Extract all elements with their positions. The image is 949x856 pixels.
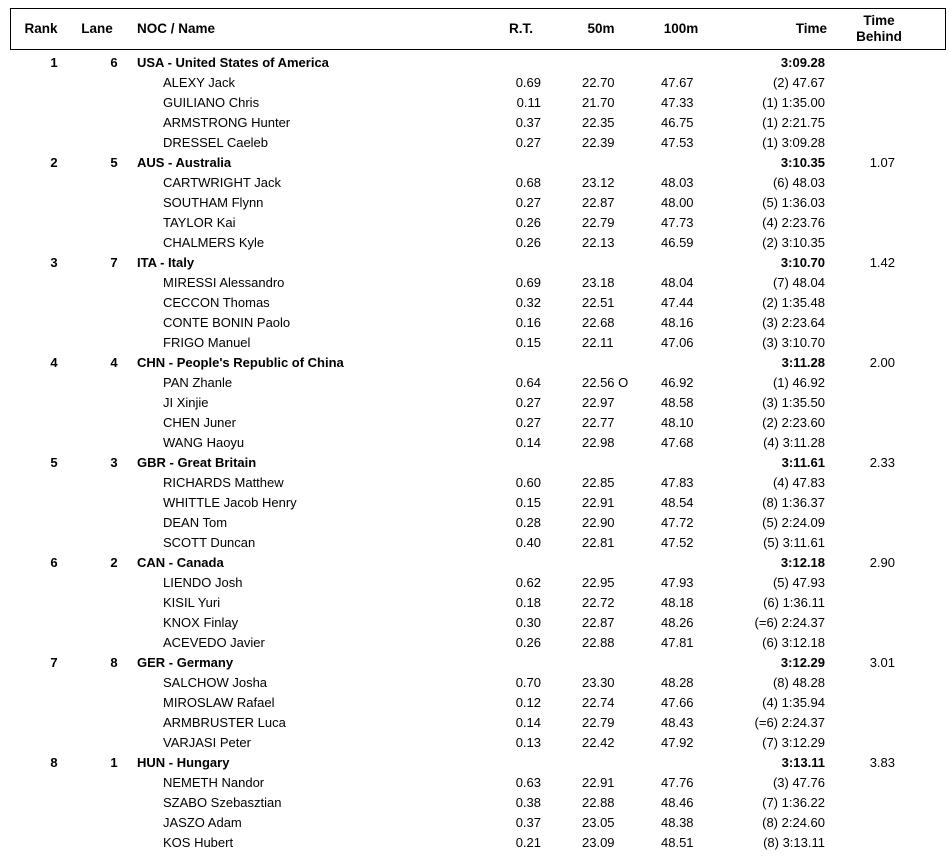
swimmer-name: ARMSTRONG Hunter	[163, 115, 291, 130]
swimmer-reaction-time: 0.26	[515, 235, 541, 250]
swimmer-row	[0, 213, 949, 233]
swimmer-reaction-time: 0.11	[516, 95, 541, 110]
swimmer-split-50m: 22.87	[582, 615, 615, 630]
swimmer-split-100m: 48.18	[661, 595, 694, 610]
swimmer-reaction-time: 0.15	[515, 495, 541, 510]
swimmer-name: SALCHOW Josha	[163, 675, 268, 690]
swimmer-split-100m: 47.72	[661, 515, 694, 530]
team-row	[0, 753, 949, 773]
swimmer-split-50m: 22.68	[582, 315, 615, 330]
team-time-behind: 3.83	[869, 755, 895, 770]
swimmer-cumulative-time: (7) 3:12.29	[762, 735, 825, 750]
swimmer-reaction-time: 0.60	[515, 475, 541, 490]
swimmer-name: PAN Zhanle	[163, 375, 233, 390]
swimmer-name: SOUTHAM Flynn	[163, 195, 264, 210]
swimmer-row	[0, 713, 949, 733]
team-noc-name: ITA - Italy	[137, 255, 195, 270]
swimmer-split-100m: 47.53	[661, 135, 694, 150]
team-row	[0, 553, 949, 573]
swimmer-split-50m: 22.88	[582, 635, 615, 650]
swimmer-split-100m: 48.58	[661, 395, 694, 410]
swimmer-row	[0, 493, 949, 513]
swimmer-split-50m: 23.09	[582, 835, 615, 850]
swimmer-cumulative-time: (8) 2:24.60	[762, 815, 825, 830]
team-noc-name: CAN - Canada	[137, 555, 224, 570]
swimmer-name: CONTE BONIN Paolo	[163, 315, 291, 330]
swimmer-name: MIROSLAW Rafael	[163, 695, 275, 710]
swimmer-row	[0, 733, 949, 753]
swimmer-name: CECCON Thomas	[163, 295, 270, 310]
team-lane: 5	[110, 155, 118, 170]
swimmer-split-50m: 22.72	[582, 595, 615, 610]
swimmer-name: DRESSEL Caeleb	[163, 135, 269, 150]
swimmer-cumulative-time: (2) 2:23.60	[762, 415, 825, 430]
swimmer-split-50m: 22.85	[582, 475, 615, 490]
swimmer-cumulative-time: (5) 3:11.61	[763, 535, 825, 550]
swimmer-split-100m: 46.92	[661, 375, 694, 390]
swimmer-split-50m: 22.81	[582, 535, 615, 550]
swimmer-row	[0, 293, 949, 313]
header-time-behind	[839, 13, 919, 45]
swimmer-row	[0, 273, 949, 293]
swimmer-row	[0, 833, 949, 853]
swimmer-cumulative-time: (1) 46.92	[772, 375, 825, 390]
swimmer-name: JI Xinjie	[163, 395, 209, 410]
header-noc-name: NOC / Name	[137, 21, 216, 36]
swimmer-cumulative-time: (8) 48.28	[772, 675, 825, 690]
swimmer-reaction-time: 0.18	[515, 595, 541, 610]
swimmer-reaction-time: 0.27	[515, 415, 541, 430]
team-time-behind: 1.07	[869, 155, 895, 170]
swimmer-split-50m: 22.74	[582, 695, 615, 710]
swimmer-reaction-time: 0.15	[515, 335, 541, 350]
team-lane: 2	[110, 555, 118, 570]
header-lane: Lane	[81, 21, 113, 36]
team-lane: 6	[110, 55, 118, 70]
swimmer-name: CARTWRIGHT Jack	[163, 175, 281, 190]
swimmer-cumulative-time: (=6) 2:24.37	[754, 715, 825, 730]
swimmer-split-100m: 48.54	[661, 495, 694, 510]
swimmer-row	[0, 813, 949, 833]
swimmer-name: TAYLOR Kai	[163, 215, 236, 230]
swimmer-split-50m: 22.79	[582, 215, 615, 230]
swimmer-cumulative-time: (6) 3:12.18	[762, 635, 825, 650]
team-rank: 3	[50, 255, 58, 270]
header-100m: 100m	[663, 21, 699, 36]
swimmer-row	[0, 613, 949, 633]
team-time: 3:13.11	[781, 755, 825, 770]
swimmer-reaction-time: 0.37	[515, 115, 541, 130]
swimmer-name: SZABO Szebasztian	[163, 795, 282, 810]
swimmer-split-100m: 46.75	[661, 115, 694, 130]
swimmer-split-50m: 22.39	[582, 135, 615, 150]
swimmer-row	[0, 533, 949, 553]
swimmer-split-50m: 22.35	[582, 115, 615, 130]
swimmer-reaction-time: 0.32	[515, 295, 541, 310]
swimmer-split-100m: 48.46	[661, 795, 694, 810]
swimmer-cumulative-time: (6) 48.03	[772, 175, 825, 190]
swimmer-split-50m: 22.56 O	[582, 375, 629, 390]
swimmer-cumulative-time: (4) 2:23.76	[762, 215, 825, 230]
swimmer-reaction-time: 0.64	[515, 375, 541, 390]
swimmer-reaction-time: 0.14	[515, 435, 541, 450]
swimmer-cumulative-time: (3) 3:10.70	[762, 335, 825, 350]
team-time: 3:09.28	[780, 55, 825, 70]
swimmer-reaction-time: 0.69	[515, 275, 541, 290]
swimmer-row	[0, 133, 949, 153]
team-rank: 1	[50, 55, 58, 70]
results-table-body	[0, 53, 949, 853]
swimmer-row	[0, 633, 949, 653]
team-time-behind: 2.33	[869, 455, 895, 470]
team-row	[0, 153, 949, 173]
swimmer-name: MIRESSI Alessandro	[163, 275, 285, 290]
swimmer-split-100m: 47.76	[661, 775, 694, 790]
swimmer-row	[0, 473, 949, 493]
swimmer-reaction-time: 0.38	[515, 795, 541, 810]
swimmer-split-100m: 47.44	[661, 295, 694, 310]
team-time-behind: 2.90	[869, 555, 895, 570]
swimmer-cumulative-time: (7) 48.04	[772, 275, 825, 290]
swimmer-split-50m: 22.88	[582, 795, 615, 810]
swimmer-row	[0, 193, 949, 213]
team-rank: 2	[50, 155, 58, 170]
swimmer-name: WHITTLE Jacob Henry	[163, 495, 297, 510]
swimmer-split-100m: 48.16	[661, 315, 694, 330]
header-rank: Rank	[24, 21, 58, 36]
swimmer-name: JASZO Adam	[163, 815, 242, 830]
swimmer-reaction-time: 0.26	[515, 635, 541, 650]
swimmer-split-100m: 47.83	[661, 475, 694, 490]
results-table-header	[10, 8, 946, 50]
swimmer-reaction-time: 0.26	[515, 215, 541, 230]
swimmer-reaction-time: 0.27	[515, 395, 541, 410]
swimmer-row	[0, 773, 949, 793]
swimmer-cumulative-time: (5) 47.93	[772, 575, 825, 590]
swimmer-split-50m: 22.87	[582, 195, 615, 210]
swimmer-name: FRIGO Manuel	[163, 335, 251, 350]
swimmer-cumulative-time: (5) 2:24.09	[762, 515, 825, 530]
swimmer-row	[0, 433, 949, 453]
swimmer-split-100m: 48.03	[661, 175, 694, 190]
swimmer-name: LIENDO Josh	[163, 575, 243, 590]
team-lane: 8	[110, 655, 118, 670]
swimmer-name: KNOX Finlay	[163, 615, 239, 630]
swimmer-split-50m: 22.13	[582, 235, 615, 250]
swimmer-row	[0, 513, 949, 533]
swimmer-split-50m: 22.42	[582, 735, 615, 750]
team-row	[0, 453, 949, 473]
swimmer-name: CHEN Juner	[163, 415, 236, 430]
swimmer-split-50m: 22.77	[582, 415, 615, 430]
swimmer-cumulative-time: (1) 3:09.28	[762, 135, 825, 150]
swimmer-split-100m: 48.00	[661, 195, 694, 210]
swimmer-split-50m: 22.79	[582, 715, 615, 730]
swimmer-name: ACEVEDO Javier	[163, 635, 265, 650]
team-time: 3:10.35	[780, 155, 825, 170]
swimmer-name: KISIL Yuri	[163, 595, 221, 610]
swimmer-reaction-time: 0.37	[515, 815, 541, 830]
swimmer-name: WANG Haoyu	[163, 435, 245, 450]
swimmer-name: CHALMERS Kyle	[163, 235, 265, 250]
swimmer-name: GUILIANO Chris	[163, 95, 260, 110]
team-lane: 3	[110, 455, 118, 470]
swimmer-cumulative-time: (3) 2:23.64	[762, 315, 825, 330]
swimmer-split-100m: 47.93	[661, 575, 694, 590]
swimmer-cumulative-time: (1) 1:35.00	[762, 95, 825, 110]
swimmer-reaction-time: 0.27	[515, 135, 541, 150]
swimmer-split-100m: 47.06	[661, 335, 694, 350]
swimmer-reaction-time: 0.62	[515, 575, 541, 590]
swimmer-reaction-time: 0.30	[515, 615, 541, 630]
swimmer-name: KOS Hubert	[163, 835, 234, 850]
swimmer-cumulative-time: (=6) 2:24.37	[754, 615, 825, 630]
team-time-behind: 3.01	[869, 655, 895, 670]
team-rank: 8	[50, 755, 58, 770]
team-noc-name: CHN - People's Republic of China	[137, 355, 344, 370]
swimmer-row	[0, 413, 949, 433]
swimmer-reaction-time: 0.63	[515, 775, 541, 790]
swimmer-row	[0, 173, 949, 193]
swimmer-row	[0, 93, 949, 113]
swimmer-reaction-time: 0.12	[515, 695, 541, 710]
swimmer-split-100m: 48.38	[661, 815, 694, 830]
team-lane: 1	[110, 755, 118, 770]
swimmer-split-50m: 22.98	[582, 435, 615, 450]
swimmer-name: RICHARDS Matthew	[163, 475, 284, 490]
swimmer-row	[0, 693, 949, 713]
swimmer-split-50m: 23.05	[582, 815, 615, 830]
swimmer-row	[0, 573, 949, 593]
team-row	[0, 253, 949, 273]
team-lane: 7	[110, 255, 118, 270]
swimmer-split-100m: 48.26	[661, 615, 694, 630]
team-time-behind: 1.42	[869, 255, 895, 270]
team-row	[0, 353, 949, 373]
swimmer-reaction-time: 0.27	[515, 195, 541, 210]
team-rank: 5	[50, 455, 58, 470]
swimmer-cumulative-time: (2) 1:35.48	[762, 295, 825, 310]
swimmer-cumulative-time: (4) 47.83	[772, 475, 825, 490]
swimmer-row	[0, 313, 949, 333]
swimmer-cumulative-time: (3) 1:35.50	[762, 395, 825, 410]
header-time: Time	[795, 21, 827, 36]
swimmer-reaction-time: 0.28	[515, 515, 541, 530]
swimmer-name: DEAN Tom	[163, 515, 228, 530]
team-row	[0, 653, 949, 673]
swimmer-cumulative-time: (8) 3:13.11	[763, 835, 825, 850]
swimmer-cumulative-time: (5) 1:36.03	[762, 195, 825, 210]
team-rank: 4	[50, 355, 58, 370]
swimmer-split-50m: 23.12	[582, 175, 615, 190]
swimmer-split-50m: 22.91	[582, 495, 615, 510]
swimmer-reaction-time: 0.70	[515, 675, 541, 690]
swimmer-split-50m: 22.90	[582, 515, 615, 530]
swimmer-split-100m: 46.59	[661, 235, 694, 250]
swimmer-reaction-time: 0.40	[515, 535, 541, 550]
swimmer-name: ALEXY Jack	[163, 75, 236, 90]
team-row	[0, 53, 949, 73]
swimmer-row	[0, 233, 949, 253]
swimmer-cumulative-time: (3) 47.76	[772, 775, 825, 790]
swimmer-cumulative-time: (8) 1:36.37	[762, 495, 825, 510]
swimmer-row	[0, 673, 949, 693]
swimmer-split-100m: 47.68	[661, 435, 694, 450]
team-noc-name: HUN - Hungary	[137, 755, 230, 770]
swimmer-reaction-time: 0.68	[515, 175, 541, 190]
header-time-behind-line1: Time	[863, 13, 895, 28]
swimmer-split-50m: 23.30	[582, 675, 615, 690]
swimmer-name: SCOTT Duncan	[163, 535, 256, 550]
team-noc-name: GBR - Great Britain	[137, 455, 257, 470]
swimmer-reaction-time: 0.16	[515, 315, 541, 330]
swimmer-name: NEMETH Nandor	[163, 775, 265, 790]
swimmer-cumulative-time: (1) 2:21.75	[762, 115, 825, 130]
swimmer-name: VARJASI Peter	[163, 735, 251, 750]
team-noc-name: AUS - Australia	[137, 155, 232, 170]
swimmer-row	[0, 73, 949, 93]
team-rank: 6	[50, 555, 58, 570]
swimmer-reaction-time: 0.69	[515, 75, 541, 90]
swimmer-cumulative-time: (7) 1:36.22	[762, 795, 825, 810]
swimmer-reaction-time: 0.21	[515, 835, 541, 850]
swimmer-split-100m: 48.28	[661, 675, 694, 690]
swimmer-cumulative-time: (2) 47.67	[772, 75, 825, 90]
swimmer-name: ARMBRUSTER Luca	[163, 715, 286, 730]
team-time: 3:12.18	[780, 555, 825, 570]
swimmer-reaction-time: 0.14	[515, 715, 541, 730]
swimmer-split-50m: 22.95	[582, 575, 615, 590]
team-lane: 4	[110, 355, 118, 370]
swimmer-row	[0, 393, 949, 413]
swimmer-cumulative-time: (6) 1:36.11	[763, 595, 825, 610]
team-time-behind: 2.00	[869, 355, 895, 370]
swimmer-split-50m: 23.18	[582, 275, 615, 290]
swimmer-split-50m: 22.91	[582, 775, 615, 790]
team-time: 3:11.28	[781, 355, 825, 370]
swimmer-cumulative-time: (2) 3:10.35	[762, 235, 825, 250]
swimmer-split-100m: 48.04	[661, 275, 694, 290]
swimmer-row	[0, 593, 949, 613]
team-time: 3:11.61	[781, 455, 825, 470]
swimmer-split-100m: 47.52	[661, 535, 694, 550]
team-noc-name: GER - Germany	[137, 655, 234, 670]
swimmer-row	[0, 373, 949, 393]
swimmer-row	[0, 793, 949, 813]
team-time: 3:12.29	[780, 655, 825, 670]
swimmer-split-100m: 47.66	[661, 695, 694, 710]
swimmer-cumulative-time: (4) 3:11.28	[763, 435, 825, 450]
team-rank: 7	[50, 655, 58, 670]
swimmer-cumulative-time: (4) 1:35.94	[762, 695, 825, 710]
team-noc-name: USA - United States of America	[137, 55, 329, 70]
swimmer-split-50m: 22.97	[582, 395, 615, 410]
swimmer-split-100m: 47.33	[661, 95, 694, 110]
swimmer-split-100m: 48.43	[661, 715, 694, 730]
swimmer-split-100m: 48.51	[661, 835, 694, 850]
swimmer-row	[0, 113, 949, 133]
swimmer-row	[0, 333, 949, 353]
swimmer-split-50m: 22.11	[582, 335, 614, 350]
swimmer-split-50m: 21.70	[582, 95, 615, 110]
swimmer-split-50m: 22.51	[582, 295, 615, 310]
swimmer-split-100m: 47.92	[661, 735, 694, 750]
swimmer-split-100m: 47.81	[661, 635, 694, 650]
header-time-behind-line2: Behind	[856, 29, 902, 44]
swimmer-split-100m: 47.73	[661, 215, 694, 230]
swimmer-split-100m: 47.67	[661, 75, 694, 90]
team-time: 3:10.70	[780, 255, 825, 270]
header-50m: 50m	[587, 21, 615, 36]
swimmer-reaction-time: 0.13	[515, 735, 541, 750]
header-reaction-time: R.T.	[508, 21, 533, 36]
swimmer-split-50m: 22.70	[582, 75, 615, 90]
swimmer-split-100m: 48.10	[661, 415, 694, 430]
